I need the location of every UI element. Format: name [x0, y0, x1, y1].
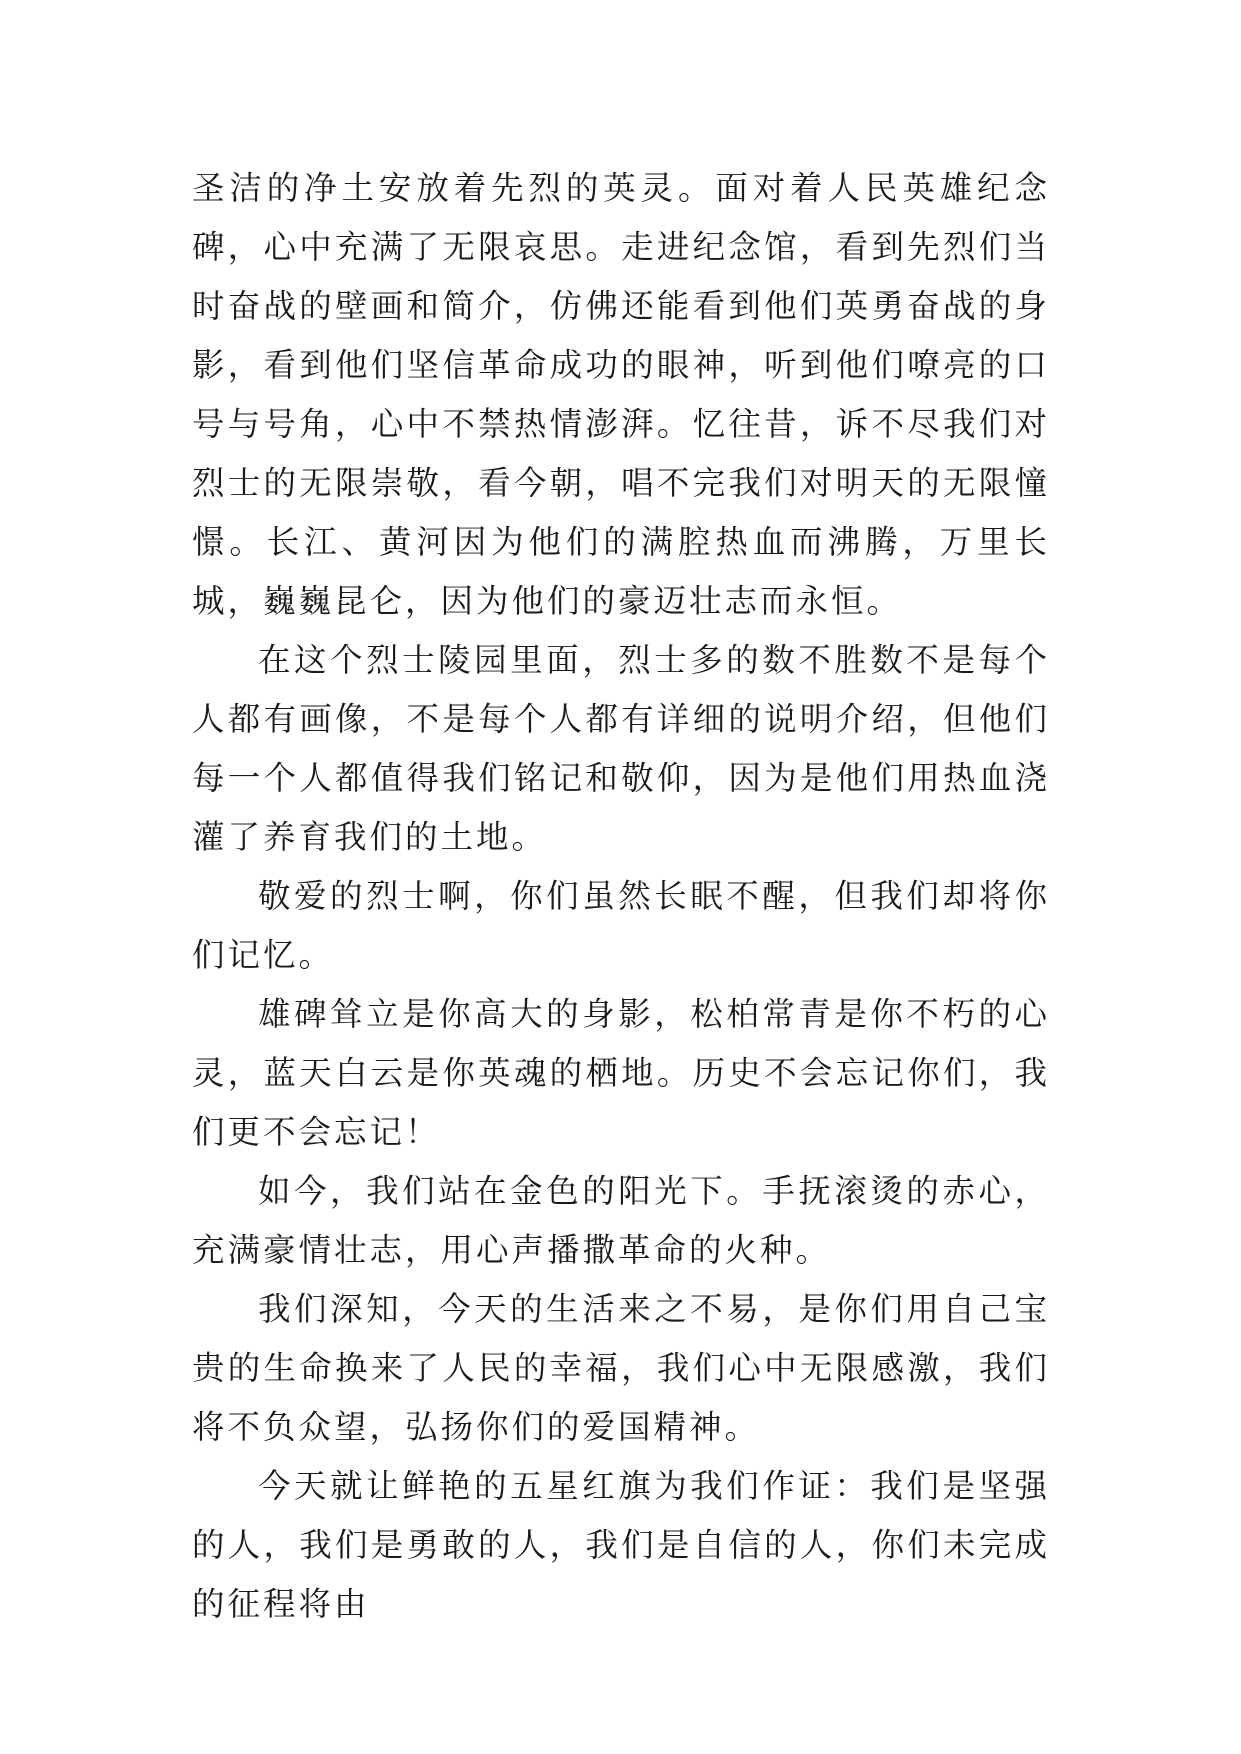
- paragraph-1: 圣洁的净土安放着先烈的英灵。面对着人民英雄纪念碑，心中充满了无限哀思。走进纪念馆，看到先烈们当时奋战的壁画和简介，仿佛还能看到他们英勇奋战的身影，看到他们坚信革命成功的眼神，听到他们嘹亮的口号与号角，心中不禁热情澎湃。忆往昔，诉不尽我们对烈士的无限崇敬，看今朝，唱不完我们对明天的无限憧憬。长江、黄河因为他们的满腔热血而沸腾，万里长城，巍巍昆仑，因为他们的豪迈壮志而永恒。: [192, 169, 1050, 620]
- paragraph-2: 在这个烈士陵园里面，烈士多的数不胜数不是每个人都有画像，不是每个人都有详细的说明介绍，但他们每一个人都值得我们铭记和敬仰，因为是他们用热血浇灌了养育我们的土地。: [192, 641, 1050, 856]
- paragraph-6: 我们深知，今天的生活来之不易，是你们用自己宝贵的生命换来了人民的幸福，我们心中无限感激，我们将不负众望，弘扬你们的爱国精神。: [192, 1290, 1050, 1446]
- paragraph-4: 雄碑耸立是你高大的身影，松柏常青是你不朽的心灵，蓝天白云是你英魂的栖地。历史不会忘记你们，我们更不会忘记！: [192, 995, 1050, 1151]
- document-body: [192, 159, 1050, 1634]
- paragraph-3: 敬爱的烈士啊，你们虽然长眠不醒，但我们却将你们记忆。: [192, 877, 1050, 974]
- paragraph-7: 今天就让鲜艳的五星红旗为我们作证：我们是坚强的人，我们是勇敢的人，我们是自信的人，你们未完成的征程将由: [192, 1467, 1050, 1623]
- paragraph-5: 如今，我们站在金色的阳光下。手抚滚烫的赤心，充满豪情壮志，用心声播撒革命的火种。: [192, 1172, 1050, 1269]
